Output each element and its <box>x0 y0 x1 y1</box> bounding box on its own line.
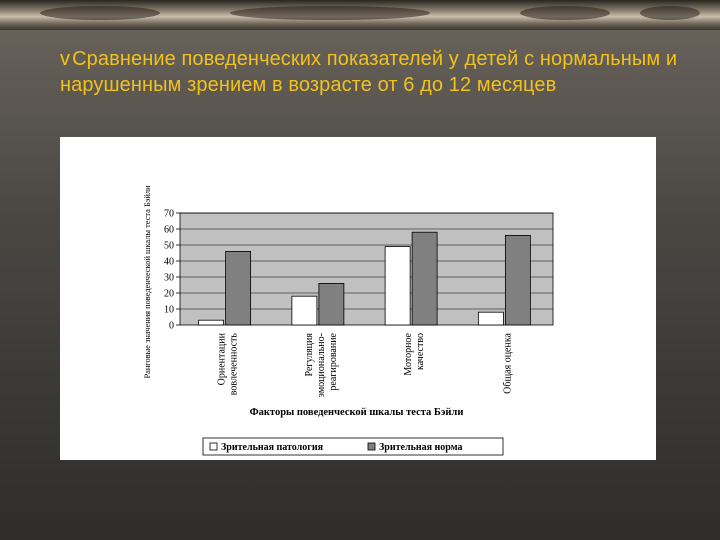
chart-panel <box>60 137 656 460</box>
brush-streak <box>40 6 160 20</box>
bullet-icon: v <box>60 48 71 70</box>
x-tick-label: реагирование <box>327 333 339 391</box>
legend-label: Зрительная норма <box>379 442 463 453</box>
y-tick-label: 10 <box>164 304 174 316</box>
bar <box>292 296 317 325</box>
legend-swatch <box>368 443 375 450</box>
x-tick-label: эмоционально- <box>315 333 327 398</box>
y-tick-label: 70 <box>164 208 174 220</box>
bar-chart <box>60 137 656 460</box>
y-tick-label: 40 <box>164 256 174 268</box>
bar <box>505 235 530 325</box>
bar <box>478 312 503 325</box>
slide-title-text: Сравнение поведенческих показателей у детей с нормальным и нарушенным зрением в возрасте от 6 до 12 месяцев <box>60 48 678 96</box>
brush-streak <box>230 6 430 20</box>
bar <box>319 283 344 325</box>
x-axis-title: Факторы поведенческой шкалы теста Бэйли <box>249 407 464 418</box>
brush-streak <box>520 6 610 20</box>
bar <box>226 251 251 325</box>
x-tick-label: Общая оценка <box>502 333 514 394</box>
legend-swatch <box>210 443 217 450</box>
legend-label: Зрительная патология <box>221 442 323 453</box>
x-tick-label: Моторное <box>403 333 415 376</box>
x-tick-label: вовлеченность <box>228 333 240 396</box>
y-tick-label: 0 <box>169 320 174 332</box>
y-axis-title: Ранговые значения поведенческой шкалы теста Бэйли <box>143 185 152 379</box>
y-tick-label: 30 <box>164 272 174 284</box>
bar <box>385 247 410 325</box>
bar <box>199 320 224 325</box>
y-tick-label: 60 <box>164 224 174 236</box>
y-tick-label: 20 <box>164 288 174 300</box>
x-tick-label: Ориентации <box>216 333 228 386</box>
bar <box>412 232 437 325</box>
y-tick-label: 50 <box>164 240 174 252</box>
slide-title <box>60 46 680 98</box>
decorative-top-strip <box>0 0 720 30</box>
x-tick-label: Регуляция <box>303 333 315 377</box>
brush-streak <box>640 6 700 20</box>
x-tick-label: качество <box>415 333 427 370</box>
